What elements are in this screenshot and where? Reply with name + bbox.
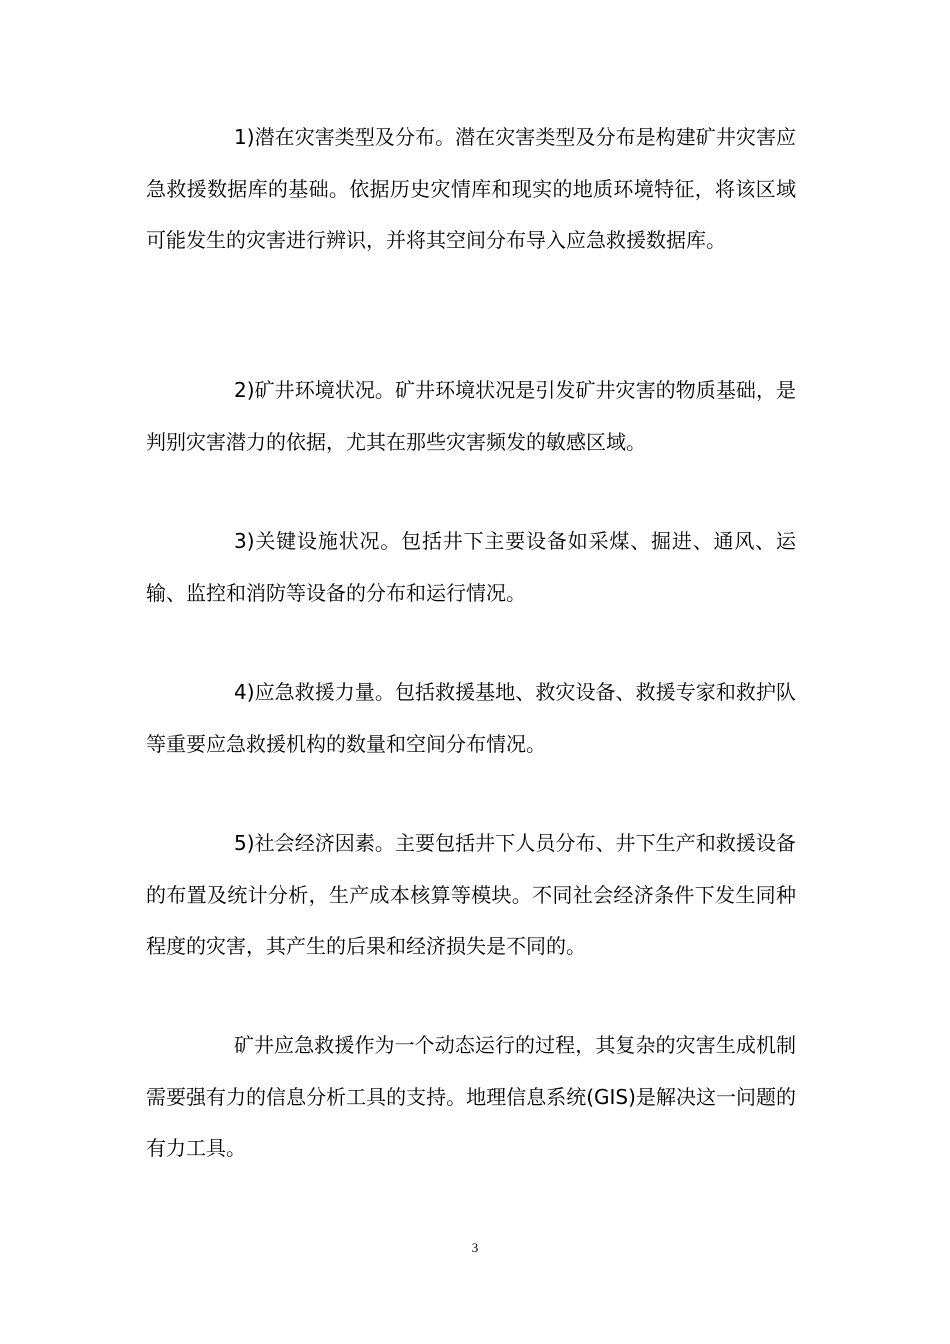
paragraph-key-facilities: 3)关键设施状况。包括井下主要设备如采煤、掘进、通风、运输、监控和消防等设备的分布和运行情况。 bbox=[146, 529, 796, 605]
paragraph-rescue-forces: 4)应急救援力量。包括救援基地、救灾设备、救援专家和救护队等重要应急救援机构的数量和空间分布情况。 bbox=[146, 680, 796, 756]
page-number: 3 bbox=[471, 1240, 479, 1255]
paragraph-disaster-types: 1)潜在灾害类型及分布。潜在灾害类型及分布是构建矿井灾害应急救援数据库的基础。依据历史灾情库和现实的地质环境特征，将该区域可能发生的灾害进行辨识，并将其空间分布导入应急救援数据库。 bbox=[146, 125, 796, 252]
paragraph-gis-conclusion: 矿井应急救援作为一个动态运行的过程，其复杂的灾害生成机制需要强有力的信息分析工具的支持。地理信息系统(GIS)是解决这一问题的有力工具。 bbox=[146, 1033, 796, 1160]
paragraph-mine-environment: 2)矿井环境状况。矿井环境状况是引发矿井灾害的物质基础，是判别灾害潜力的依据，尤其在那些灾害频发的敏感区域。 bbox=[146, 378, 796, 454]
paragraph-socioeconomic-factors: 5)社会经济因素。主要包括井下人员分布、井下生产和救援设备的布置及统计分析，生产成本核算等模块。不同社会经济条件下发生同种程度的灾害，其产生的后果和经济损失是不同的。 bbox=[146, 831, 796, 958]
